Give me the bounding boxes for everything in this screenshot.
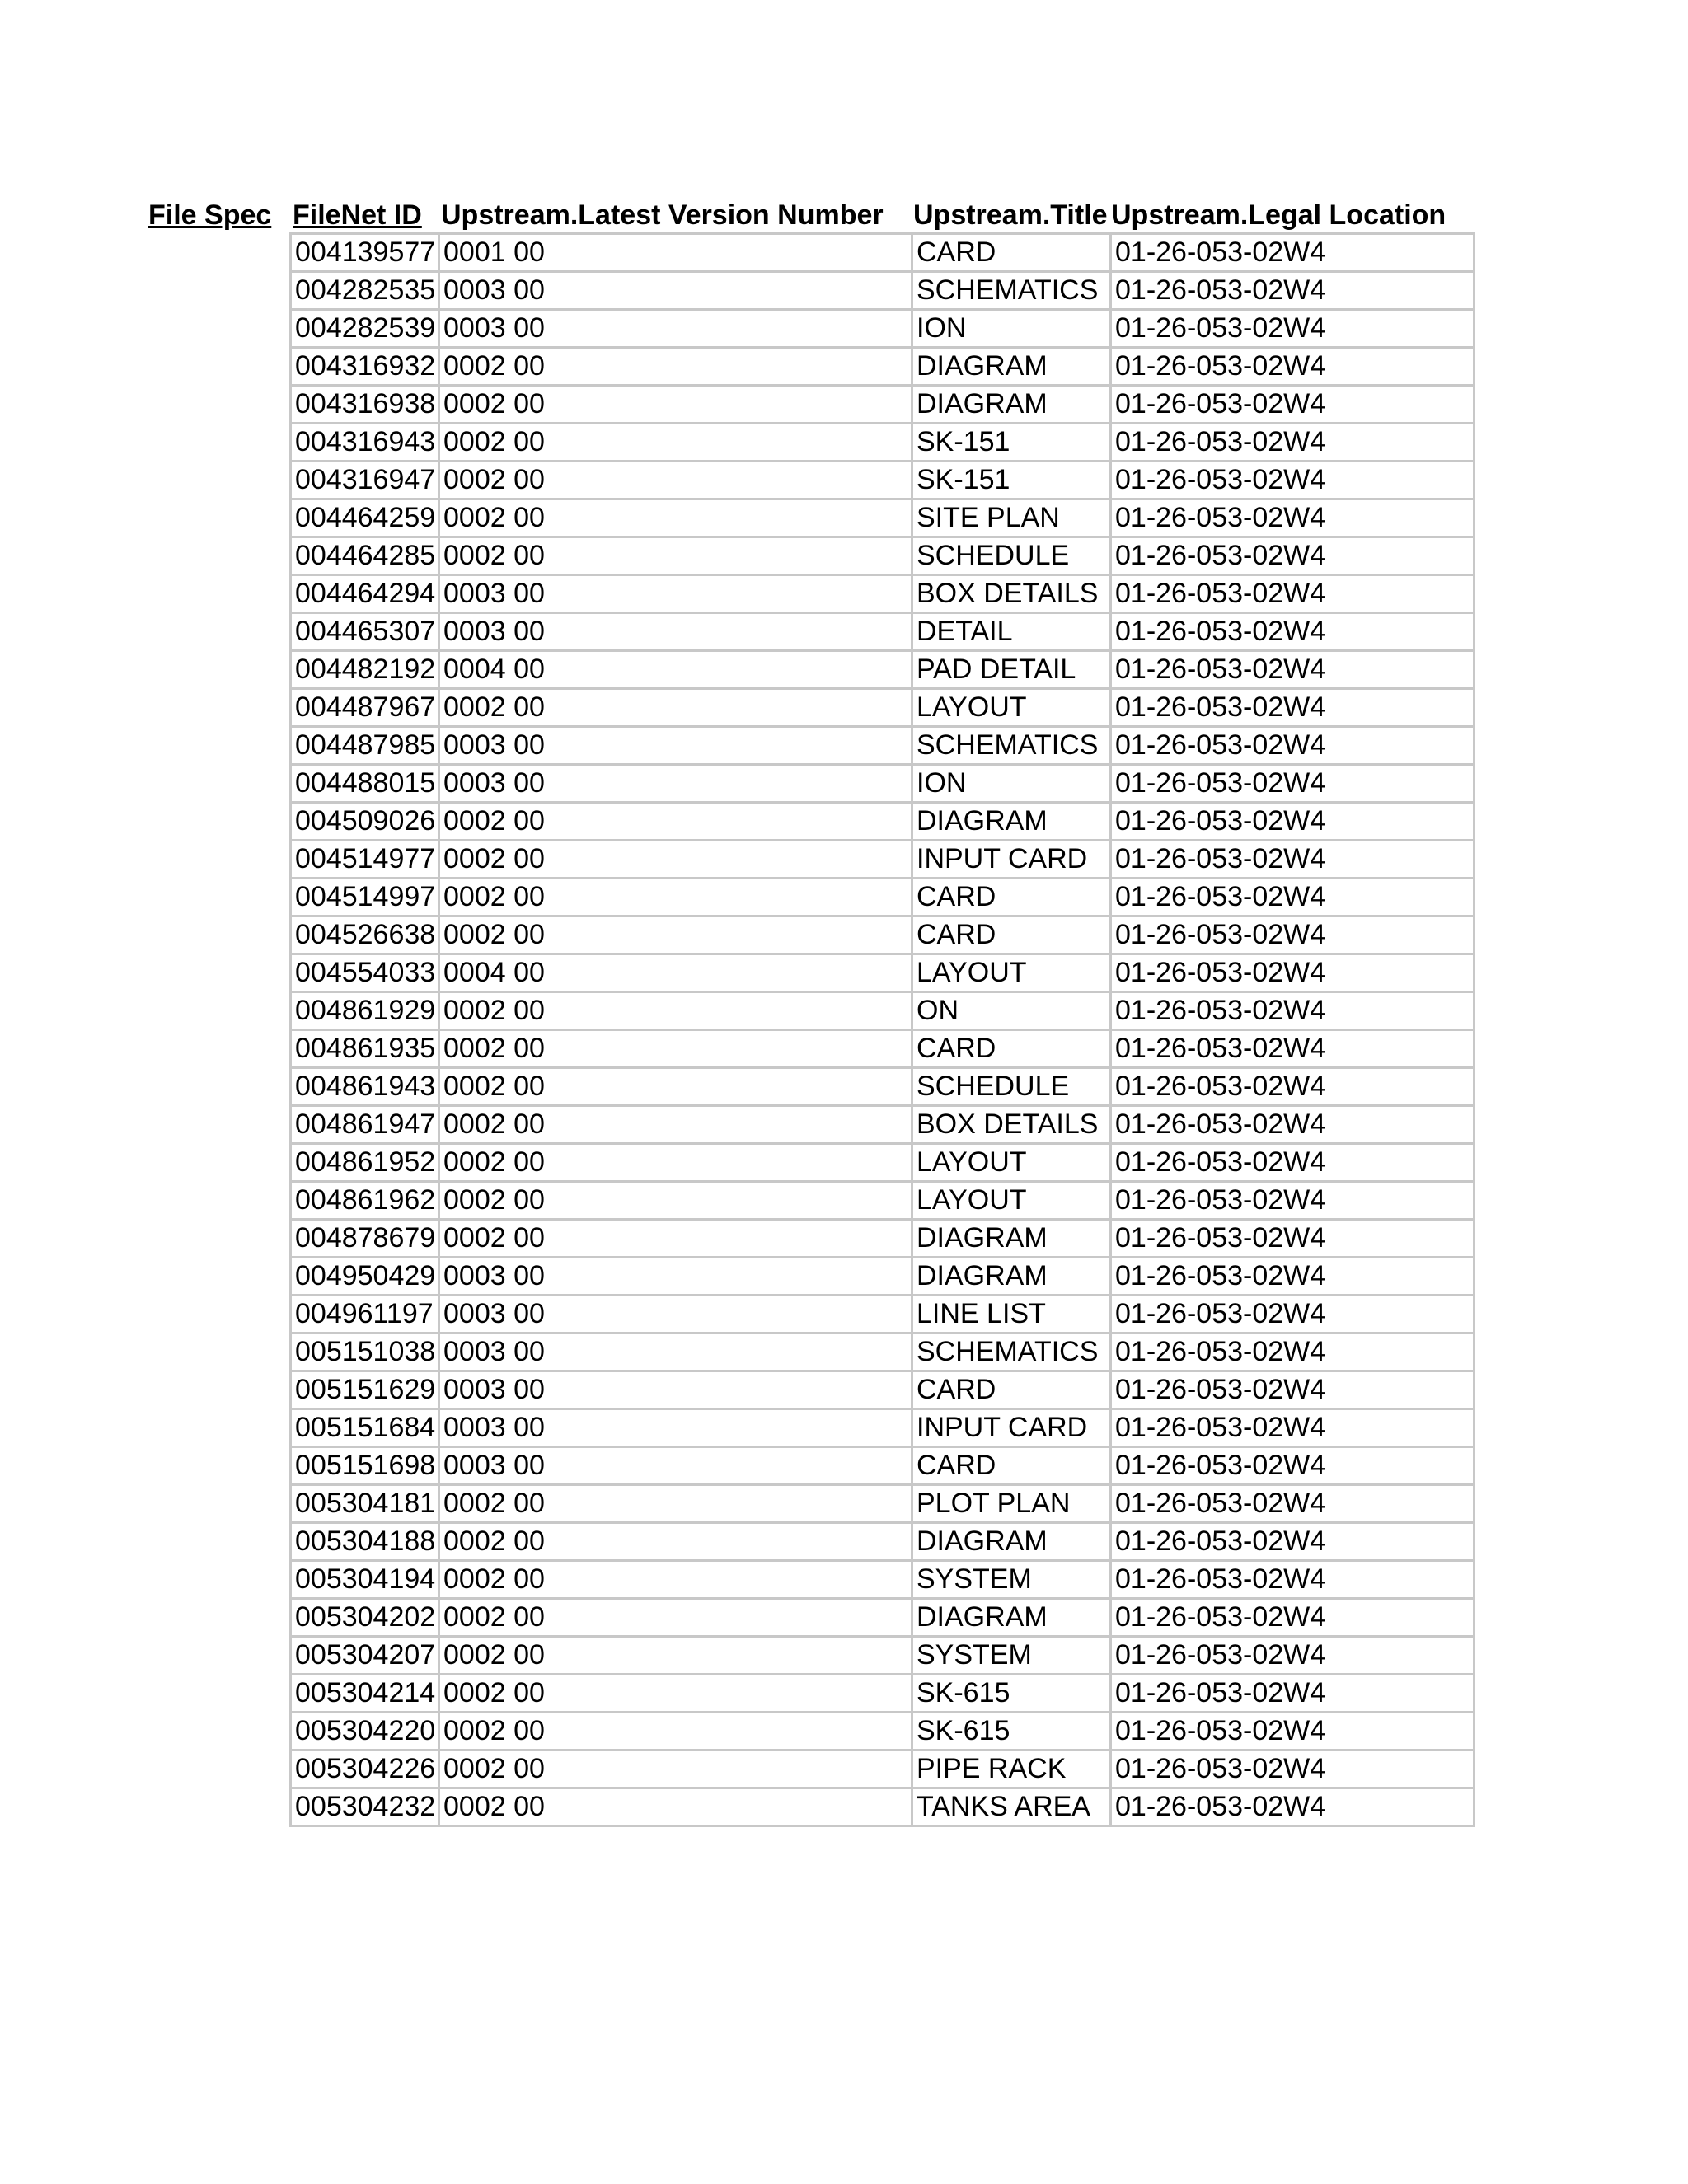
title-cell: SCHEMATICS (912, 1333, 1111, 1371)
table-row (291, 1068, 1475, 1106)
filenet-id-cell: 004465307 (291, 613, 439, 651)
version-cell: 0002 00 (439, 1599, 912, 1637)
title-cell: PIPE RACK (912, 1750, 1111, 1788)
table-row (291, 954, 1475, 992)
filenet-id-cell: 005151698 (291, 1447, 439, 1485)
table-row (291, 499, 1475, 537)
legal-location-cell: 01-26-053-02W4 (1111, 499, 1475, 537)
version-cell: 0002 00 (439, 537, 912, 575)
version-cell: 0002 00 (439, 1637, 912, 1675)
table-row (291, 1447, 1475, 1485)
version-cell: 0003 00 (439, 575, 912, 613)
table-row (291, 575, 1475, 613)
filenet-id-cell: 004487967 (291, 689, 439, 727)
filenet-id-cell: 005304220 (291, 1713, 439, 1750)
documents-table-body (291, 234, 1475, 1826)
legal-location-cell: 01-26-053-02W4 (1111, 841, 1475, 879)
table-row (291, 1409, 1475, 1447)
table-row (291, 234, 1475, 272)
legal-location-cell: 01-26-053-02W4 (1111, 992, 1475, 1030)
version-cell: 0002 00 (439, 1713, 912, 1750)
title-cell: DIAGRAM (912, 1599, 1111, 1637)
version-cell: 0002 00 (439, 879, 912, 916)
title-cell: DIAGRAM (912, 803, 1111, 841)
filenet-id-cell: 004961197 (291, 1296, 439, 1333)
version-cell: 0002 00 (439, 1788, 912, 1826)
legal-location-cell: 01-26-053-02W4 (1111, 1371, 1475, 1409)
title-cell: DIAGRAM (912, 1220, 1111, 1258)
legal-location-cell: 01-26-053-02W4 (1111, 1030, 1475, 1068)
table-row (291, 386, 1475, 424)
title-cell: PLOT PLAN (912, 1485, 1111, 1523)
version-cell: 0002 00 (439, 1068, 912, 1106)
legal-location-cell: 01-26-053-02W4 (1111, 1713, 1475, 1750)
filenet-id-cell: 004861935 (291, 1030, 439, 1068)
table-row (291, 1561, 1475, 1599)
table-row (291, 462, 1475, 499)
legal-location-cell: 01-26-053-02W4 (1111, 424, 1475, 462)
table-row (291, 992, 1475, 1030)
title-cell: LAYOUT (912, 1182, 1111, 1220)
version-cell: 0002 00 (439, 462, 912, 499)
title-cell: LAYOUT (912, 954, 1111, 992)
table-row (291, 841, 1475, 879)
legal-location-cell: 01-26-053-02W4 (1111, 1750, 1475, 1788)
title-cell: PAD DETAIL (912, 651, 1111, 689)
table-row (291, 765, 1475, 803)
legal-location-cell: 01-26-053-02W4 (1111, 879, 1475, 916)
title-cell: DIAGRAM (912, 348, 1111, 386)
title-cell: ION (912, 765, 1111, 803)
legal-location-cell: 01-26-053-02W4 (1111, 462, 1475, 499)
table-row (291, 1750, 1475, 1788)
legal-location-cell: 01-26-053-02W4 (1111, 1599, 1475, 1637)
title-cell: DETAIL (912, 613, 1111, 651)
legal-location-cell: 01-26-053-02W4 (1111, 1409, 1475, 1447)
filenet-id-cell: 004282539 (291, 310, 439, 348)
version-cell: 0003 00 (439, 1296, 912, 1333)
legal-location-cell: 01-26-053-02W4 (1111, 1523, 1475, 1561)
version-cell: 0003 00 (439, 310, 912, 348)
legal-location-cell: 01-26-053-02W4 (1111, 613, 1475, 651)
table-row (291, 272, 1475, 310)
filenet-id-cell: 004488015 (291, 765, 439, 803)
title-cell: CARD (912, 916, 1111, 954)
version-cell: 0002 00 (439, 1561, 912, 1599)
filenet-id-cell: 004139577 (291, 234, 439, 272)
header-title: Upstream.Title (913, 199, 1108, 231)
version-cell: 0002 00 (439, 1182, 912, 1220)
filenet-id-cell: 004950429 (291, 1258, 439, 1296)
version-cell: 0003 00 (439, 1409, 912, 1447)
table-row (291, 1599, 1475, 1637)
title-cell: SYSTEM (912, 1561, 1111, 1599)
title-cell: SK-151 (912, 462, 1111, 499)
filenet-id-cell: 004482192 (291, 651, 439, 689)
filenet-id-cell: 004316943 (291, 424, 439, 462)
title-cell: DIAGRAM (912, 386, 1111, 424)
filenet-id-cell: 004487985 (291, 727, 439, 765)
table-row (291, 689, 1475, 727)
filenet-id-cell: 005304194 (291, 1561, 439, 1599)
header-latest-version-number: Upstream.Latest Version Number (441, 199, 884, 231)
version-cell: 0003 00 (439, 765, 912, 803)
filenet-id-cell: 004316938 (291, 386, 439, 424)
title-cell: BOX DETAILS (912, 575, 1111, 613)
version-cell: 0003 00 (439, 1371, 912, 1409)
legal-location-cell: 01-26-053-02W4 (1111, 310, 1475, 348)
version-cell: 0003 00 (439, 1333, 912, 1371)
filenet-id-cell: 005304181 (291, 1485, 439, 1523)
version-cell: 0003 00 (439, 613, 912, 651)
title-cell: SK-615 (912, 1675, 1111, 1713)
title-cell: BOX DETAILS (912, 1106, 1111, 1144)
table-row (291, 1220, 1475, 1258)
table-row (291, 1371, 1475, 1409)
filenet-id-cell: 005304226 (291, 1750, 439, 1788)
legal-location-cell: 01-26-053-02W4 (1111, 1485, 1475, 1523)
table-row (291, 1030, 1475, 1068)
legal-location-cell: 01-26-053-02W4 (1111, 234, 1475, 272)
table-row (291, 1258, 1475, 1296)
table-row (291, 1485, 1475, 1523)
title-cell: CARD (912, 1030, 1111, 1068)
legal-location-cell: 01-26-053-02W4 (1111, 1258, 1475, 1296)
header-filenet-id: FileNet ID (293, 199, 422, 231)
version-cell: 0002 00 (439, 1523, 912, 1561)
legal-location-cell: 01-26-053-02W4 (1111, 1296, 1475, 1333)
table-row (291, 1788, 1475, 1826)
legal-location-cell: 01-26-053-02W4 (1111, 575, 1475, 613)
table-row (291, 1106, 1475, 1144)
filenet-id-cell: 005304214 (291, 1675, 439, 1713)
legal-location-cell: 01-26-053-02W4 (1111, 765, 1475, 803)
legal-location-cell: 01-26-053-02W4 (1111, 1068, 1475, 1106)
filenet-id-cell: 004861929 (291, 992, 439, 1030)
filenet-id-cell: 005304202 (291, 1599, 439, 1637)
title-cell: SCHEDULE (912, 537, 1111, 575)
title-cell: CARD (912, 1447, 1111, 1485)
table-row (291, 879, 1475, 916)
table-row (291, 1182, 1475, 1220)
filenet-id-cell: 004861943 (291, 1068, 439, 1106)
version-cell: 0003 00 (439, 272, 912, 310)
title-cell: SCHEMATICS (912, 272, 1111, 310)
title-cell: SK-615 (912, 1713, 1111, 1750)
table-row (291, 537, 1475, 575)
filenet-id-cell: 004464294 (291, 575, 439, 613)
title-cell: SCHEMATICS (912, 727, 1111, 765)
legal-location-cell: 01-26-053-02W4 (1111, 689, 1475, 727)
filenet-id-cell: 004464285 (291, 537, 439, 575)
version-cell: 0001 00 (439, 234, 912, 272)
legal-location-cell: 01-26-053-02W4 (1111, 651, 1475, 689)
legal-location-cell: 01-26-053-02W4 (1111, 272, 1475, 310)
table-row (291, 1296, 1475, 1333)
legal-location-cell: 01-26-053-02W4 (1111, 1788, 1475, 1826)
documents-table (289, 232, 1475, 1827)
version-cell: 0003 00 (439, 1258, 912, 1296)
filenet-id-cell: 004514977 (291, 841, 439, 879)
legal-location-cell: 01-26-053-02W4 (1111, 916, 1475, 954)
table-row (291, 1637, 1475, 1675)
legal-location-cell: 01-26-053-02W4 (1111, 537, 1475, 575)
title-cell: SK-151 (912, 424, 1111, 462)
legal-location-cell: 01-26-053-02W4 (1111, 1106, 1475, 1144)
legal-location-cell: 01-26-053-02W4 (1111, 954, 1475, 992)
filenet-id-cell: 004464259 (291, 499, 439, 537)
title-cell: SCHEDULE (912, 1068, 1111, 1106)
title-cell: DIAGRAM (912, 1523, 1111, 1561)
legal-location-cell: 01-26-053-02W4 (1111, 1144, 1475, 1182)
legal-location-cell: 01-26-053-02W4 (1111, 1447, 1475, 1485)
filenet-id-cell: 004509026 (291, 803, 439, 841)
title-cell: SITE PLAN (912, 499, 1111, 537)
table-row (291, 803, 1475, 841)
filenet-id-cell: 005151038 (291, 1333, 439, 1371)
table-row (291, 613, 1475, 651)
legal-location-cell: 01-26-053-02W4 (1111, 727, 1475, 765)
version-cell: 0002 00 (439, 1030, 912, 1068)
title-cell: LINE LIST (912, 1296, 1111, 1333)
title-cell: INPUT CARD (912, 841, 1111, 879)
filenet-id-cell: 005304232 (291, 1788, 439, 1826)
title-cell: SYSTEM (912, 1637, 1111, 1675)
filenet-id-cell: 004861947 (291, 1106, 439, 1144)
legal-location-cell: 01-26-053-02W4 (1111, 386, 1475, 424)
version-cell: 0002 00 (439, 386, 912, 424)
legal-location-cell: 01-26-053-02W4 (1111, 803, 1475, 841)
title-cell: CARD (912, 879, 1111, 916)
version-cell: 0002 00 (439, 348, 912, 386)
title-cell: CARD (912, 1371, 1111, 1409)
table-row (291, 916, 1475, 954)
filenet-id-cell: 004282535 (291, 272, 439, 310)
table-row (291, 1675, 1475, 1713)
version-cell: 0002 00 (439, 916, 912, 954)
title-cell: CARD (912, 234, 1111, 272)
version-cell: 0002 00 (439, 1220, 912, 1258)
version-cell: 0002 00 (439, 1144, 912, 1182)
legal-location-cell: 01-26-053-02W4 (1111, 1333, 1475, 1371)
filenet-id-cell: 004514997 (291, 879, 439, 916)
title-cell: TANKS AREA (912, 1788, 1111, 1826)
filenet-id-cell: 005151629 (291, 1371, 439, 1409)
version-cell: 0002 00 (439, 499, 912, 537)
table-row (291, 424, 1475, 462)
version-cell: 0002 00 (439, 1106, 912, 1144)
table-row (291, 310, 1475, 348)
table-row (291, 1333, 1475, 1371)
filenet-id-cell: 005304188 (291, 1523, 439, 1561)
title-cell: ON (912, 992, 1111, 1030)
filenet-id-cell: 004316932 (291, 348, 439, 386)
title-cell: LAYOUT (912, 689, 1111, 727)
version-cell: 0003 00 (439, 727, 912, 765)
filenet-id-cell: 004861952 (291, 1144, 439, 1182)
header-file-spec: File Spec (148, 199, 272, 231)
table-row (291, 651, 1475, 689)
filenet-id-cell: 005151684 (291, 1409, 439, 1447)
version-cell: 0002 00 (439, 992, 912, 1030)
header-legal-location: Upstream.Legal Location (1111, 199, 1447, 231)
version-cell: 0002 00 (439, 1485, 912, 1523)
filenet-id-cell: 004316947 (291, 462, 439, 499)
legal-location-cell: 01-26-053-02W4 (1111, 1637, 1475, 1675)
filenet-id-cell: 004554033 (291, 954, 439, 992)
table-row (291, 1713, 1475, 1750)
title-cell: LAYOUT (912, 1144, 1111, 1182)
table-row (291, 727, 1475, 765)
version-cell: 0002 00 (439, 1675, 912, 1713)
title-cell: DIAGRAM (912, 1258, 1111, 1296)
version-cell: 0002 00 (439, 424, 912, 462)
version-cell: 0004 00 (439, 651, 912, 689)
legal-location-cell: 01-26-053-02W4 (1111, 1561, 1475, 1599)
table-row (291, 1144, 1475, 1182)
legal-location-cell: 01-26-053-02W4 (1111, 1182, 1475, 1220)
table-row (291, 348, 1475, 386)
title-cell: INPUT CARD (912, 1409, 1111, 1447)
version-cell: 0002 00 (439, 1750, 912, 1788)
filenet-id-cell: 004526638 (291, 916, 439, 954)
filenet-id-cell: 004878679 (291, 1220, 439, 1258)
legal-location-cell: 01-26-053-02W4 (1111, 1220, 1475, 1258)
version-cell: 0002 00 (439, 689, 912, 727)
version-cell: 0003 00 (439, 1447, 912, 1485)
legal-location-cell: 01-26-053-02W4 (1111, 1675, 1475, 1713)
version-cell: 0002 00 (439, 841, 912, 879)
table-row (291, 1523, 1475, 1561)
version-cell: 0002 00 (439, 803, 912, 841)
title-cell: ION (912, 310, 1111, 348)
filenet-id-cell: 004861962 (291, 1182, 439, 1220)
version-cell: 0004 00 (439, 954, 912, 992)
filenet-id-cell: 005304207 (291, 1637, 439, 1675)
legal-location-cell: 01-26-053-02W4 (1111, 348, 1475, 386)
